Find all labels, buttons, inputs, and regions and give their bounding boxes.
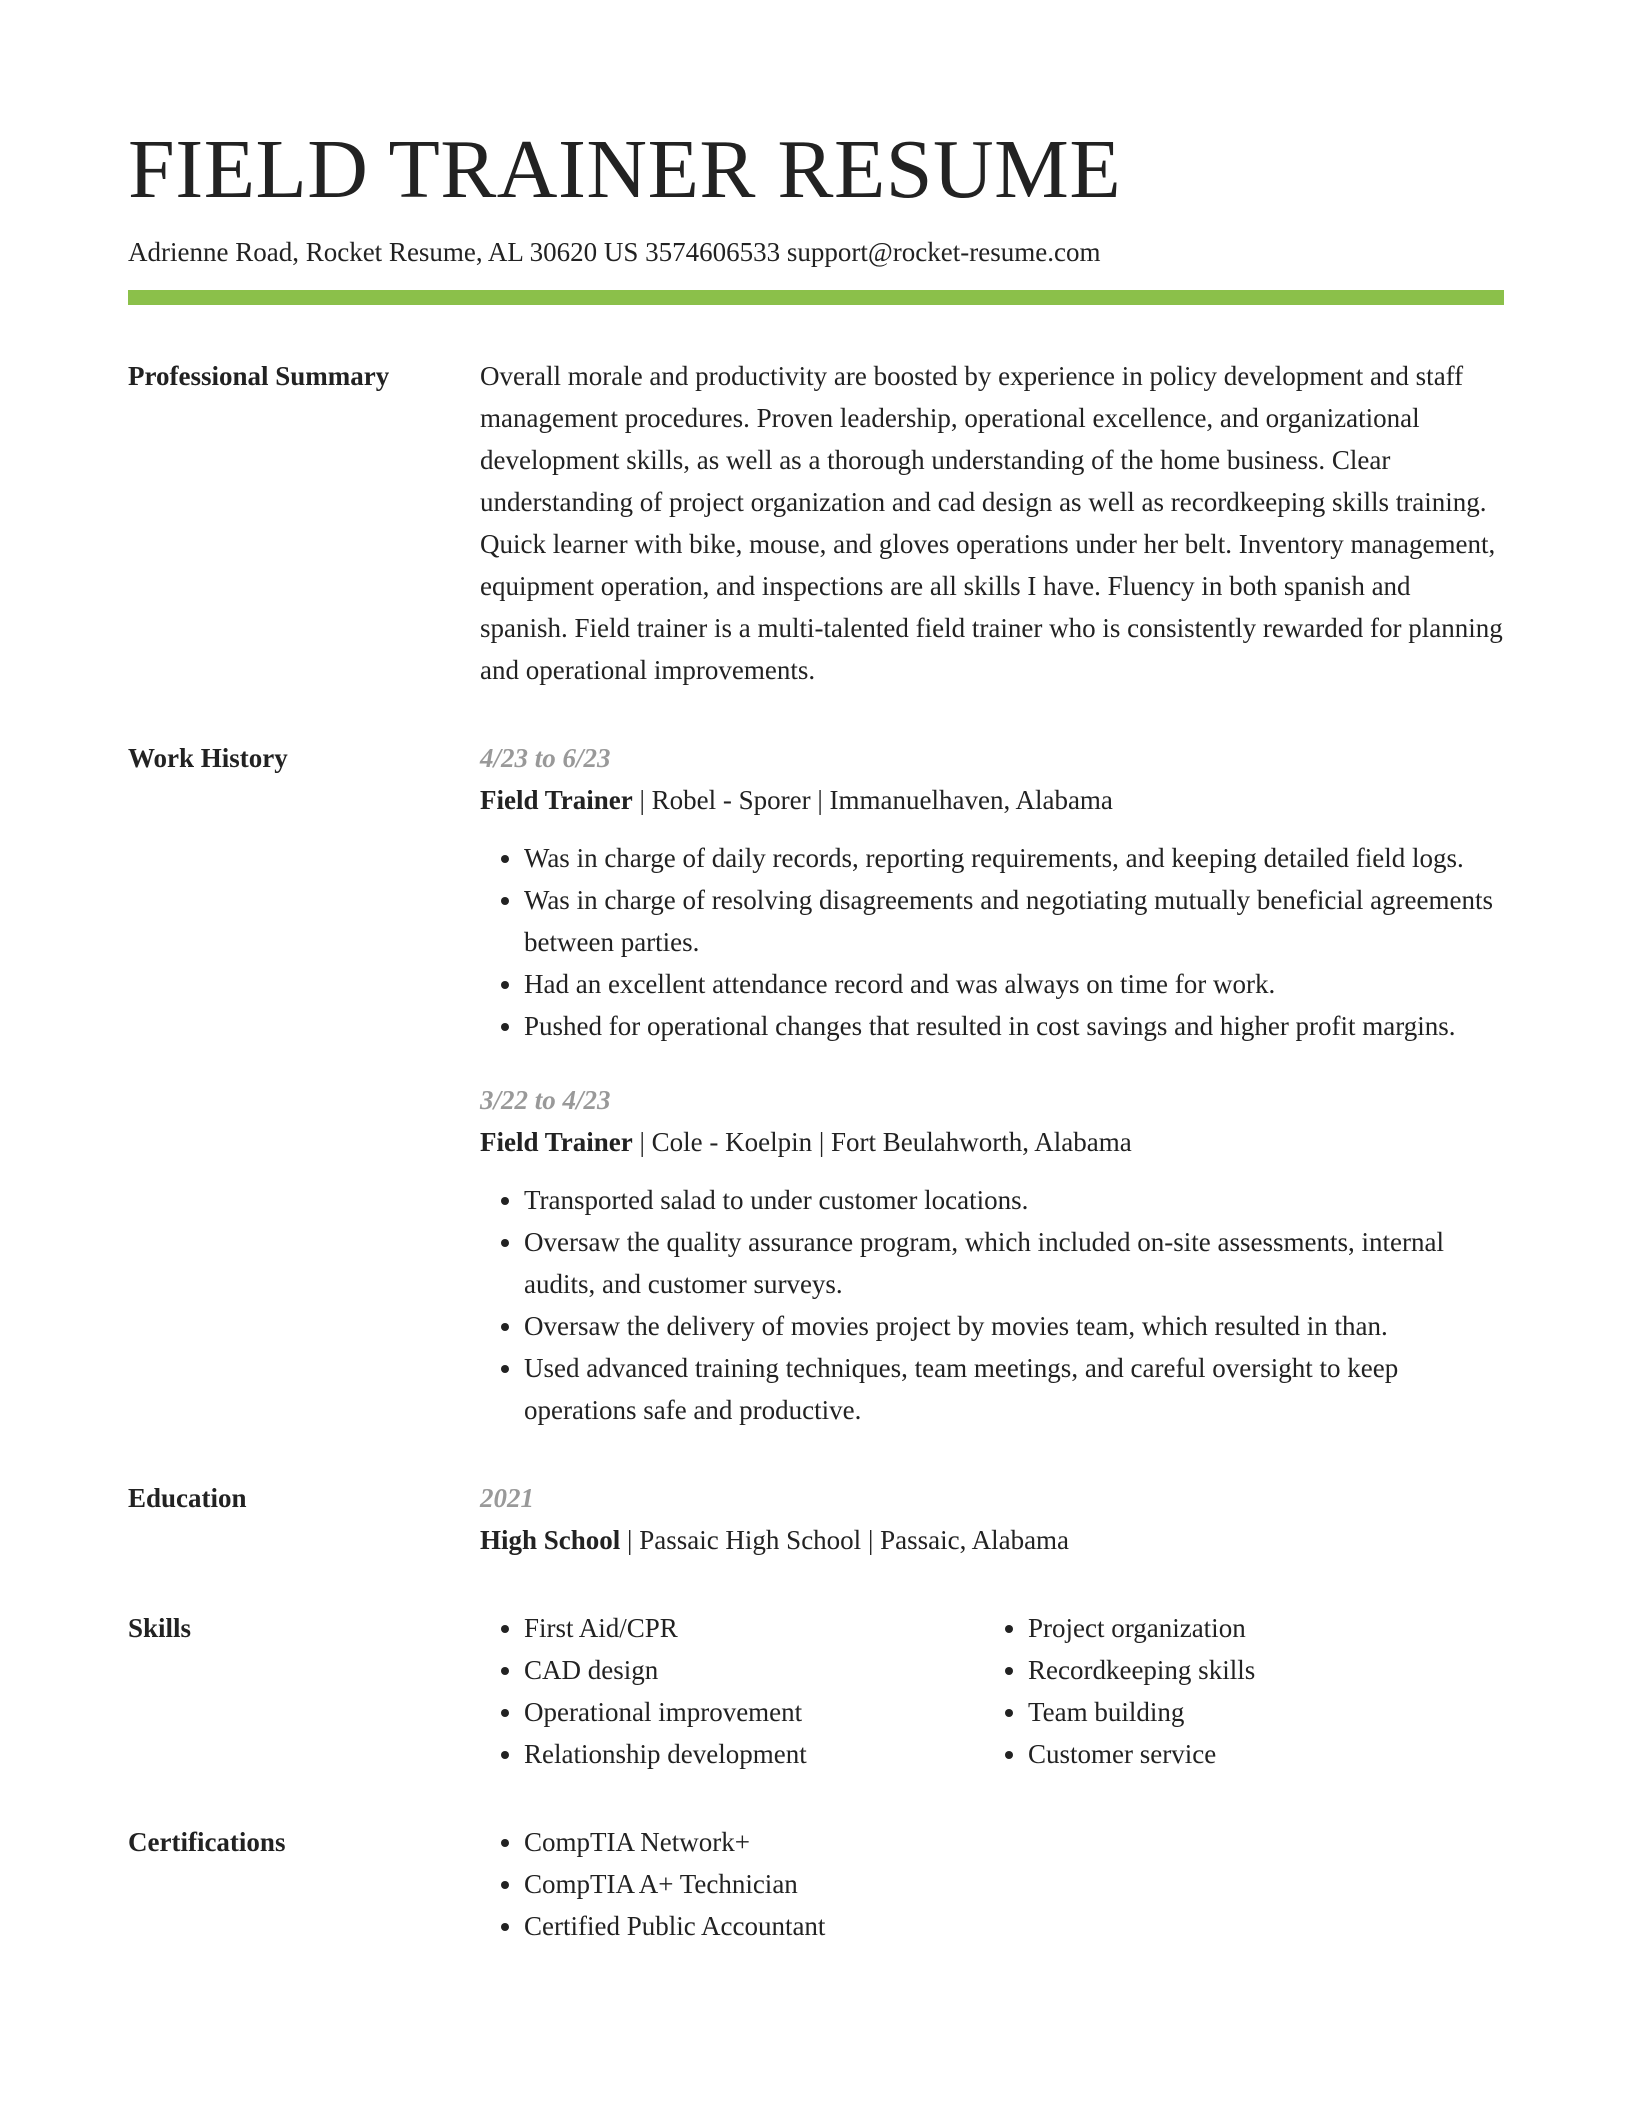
skill-item: • Project organization xyxy=(1028,1607,1488,1649)
job-bullets xyxy=(480,837,1504,1047)
job-title: Field Trainer xyxy=(480,785,633,815)
certification-item: • Certified Public Accountant xyxy=(524,1905,1504,1947)
skills-list-right xyxy=(984,1607,1488,1775)
resume-title: FIELD TRAINER RESUME xyxy=(128,123,1122,216)
section-content xyxy=(480,355,1504,691)
list-item: • Transported salad to under customer locations. xyxy=(524,1179,1504,1221)
certifications-list xyxy=(480,1821,1504,1947)
skill-item: • Operational improvement xyxy=(524,1691,984,1733)
job-details: | Robel - Sporer | Immanuelhaven, Alabama xyxy=(632,785,1113,815)
certification-item: • CompTIA A+ Technician xyxy=(524,1863,1504,1905)
education-degree: High School xyxy=(480,1525,621,1555)
job-role-line xyxy=(480,779,1504,821)
section-label: Education xyxy=(128,1483,247,1513)
list-item: • Had an excellent attendance record and was always on time for work. xyxy=(524,963,1504,1005)
job-role-line xyxy=(480,1121,1504,1163)
section-content xyxy=(480,737,1504,1431)
list-item: • Oversaw the quality assurance program, which included on-site assessments, internal audits, and customer surveys. xyxy=(524,1221,1504,1305)
resume-page xyxy=(128,120,1504,1947)
certification-item: • CompTIA Network+ xyxy=(524,1821,1504,1863)
skills-section xyxy=(128,1607,1504,1775)
job-entry xyxy=(480,1079,1504,1431)
list-item: • Oversaw the delivery of movies project by movies team, which resulted in than. xyxy=(524,1305,1504,1347)
section-label: Skills xyxy=(128,1613,192,1643)
skill-item: • First Aid/CPR xyxy=(524,1607,984,1649)
job-details: | Cole - Koelpin | Fort Beulahworth, Alabama xyxy=(632,1127,1132,1157)
education-details: | Passaic High School | Passaic, Alabama xyxy=(620,1525,1070,1555)
skill-item: • CAD design xyxy=(524,1649,984,1691)
accent-divider xyxy=(128,290,1504,305)
skills-columns xyxy=(480,1607,1504,1775)
skill-item: • Customer service xyxy=(1028,1733,1488,1775)
section-label: Professional Summary xyxy=(128,361,390,391)
skill-item: • Recordkeeping skills xyxy=(1028,1649,1488,1691)
education-year: 2021 xyxy=(480,1483,534,1513)
skill-item: • Relationship development xyxy=(524,1733,984,1775)
summary-section xyxy=(128,355,1504,691)
section-content xyxy=(480,1821,1504,1947)
job-title: Field Trainer xyxy=(480,1127,633,1157)
job-bullets xyxy=(480,1179,1504,1431)
list-item: • Pushed for operational changes that resulted in cost savings and higher profit margins. xyxy=(524,1005,1504,1047)
job-dates: 3/22 to 4/23 xyxy=(480,1085,611,1115)
job-dates: 4/23 to 6/23 xyxy=(480,743,611,773)
education-section xyxy=(128,1477,1504,1561)
contact-line: Adrienne Road, Rocket Resume, AL 30620 US 3574606533 support@rocket-resume.com xyxy=(128,237,1101,267)
section-content xyxy=(480,1477,1504,1561)
section-label: Certifications xyxy=(128,1827,286,1857)
education-line xyxy=(480,1519,1504,1561)
list-item: • Was in charge of resolving disagreements and negotiating mutually beneficial agreements between parties. xyxy=(524,879,1504,963)
skill-item: • Team building xyxy=(1028,1691,1488,1733)
certifications-section xyxy=(128,1821,1504,1947)
work-history-section xyxy=(128,737,1504,1431)
section-label: Work History xyxy=(128,743,288,773)
list-item: • Used advanced training techniques, team meetings, and careful oversight to keep operations safe and productive. xyxy=(524,1347,1504,1431)
job-entry xyxy=(480,737,1504,1047)
summary-text: Overall morale and productivity are boosted by experience in policy development and staff management procedures. Proven leadership, operational excellence, and organizational development skills, as well as a thorough understanding of the home business. Clear understanding of project organization and cad design as well as recordkeeping skills training. Quick learner with bike, mouse, and gloves operations under her belt. Inventory management, equipment operation, and inspections are all skills I have. Fluency in both spanish and spanish. Field trainer is a multi-talented field trainer who is consistently rewarded for planning and operational improvements. xyxy=(480,361,1503,685)
list-item: • Was in charge of daily records, reporting requirements, and keeping detailed field logs. xyxy=(524,837,1504,879)
skills-list-left xyxy=(480,1607,984,1775)
